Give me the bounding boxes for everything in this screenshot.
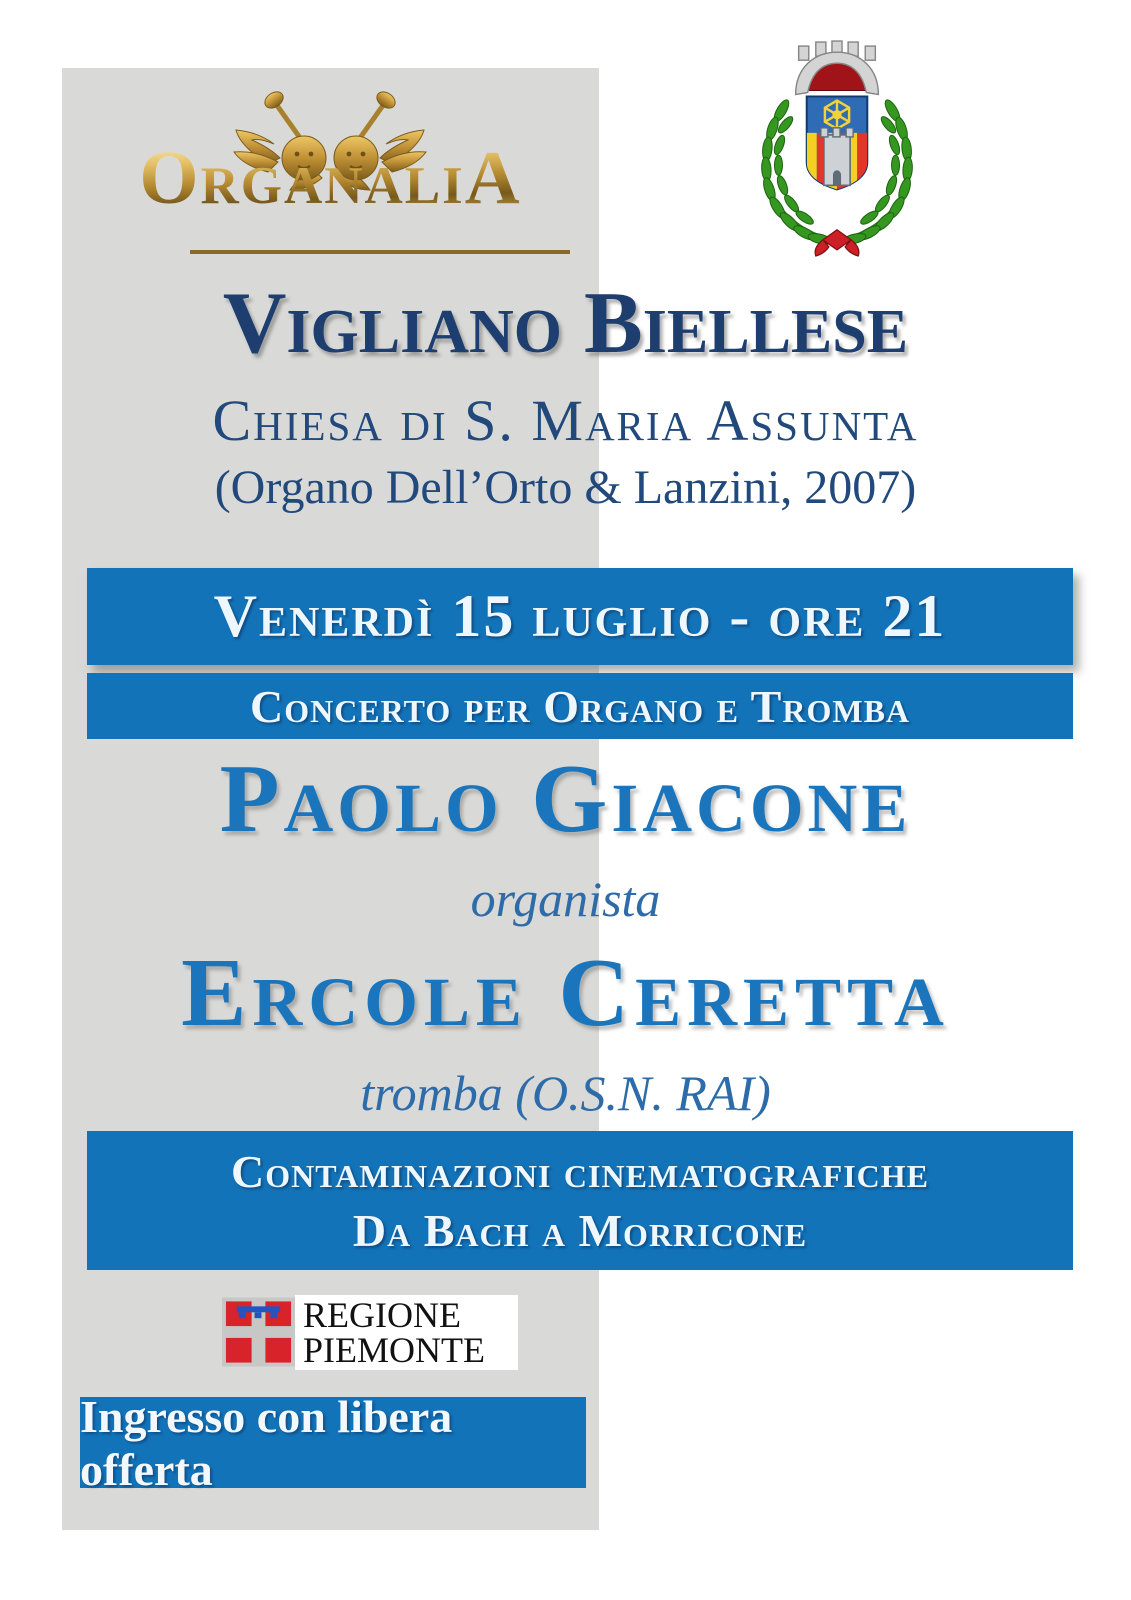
sponsor-textbox — [295, 1295, 518, 1370]
organalia-wordmark: OrganaliA — [62, 140, 599, 216]
organalia-logo — [62, 78, 599, 263]
genre-banner-label: Concerto per Organo e Tromba — [249, 680, 911, 732]
piemonte-cross-shield-icon — [222, 1297, 295, 1367]
performer-role-trumpeter: tromba (O.S.N. RAI) — [360, 1065, 771, 1121]
admission-banner — [80, 1390, 586, 1495]
sponsor-regione-piemonte — [222, 1295, 518, 1370]
organ-note: (Organo Dell’Orto & Lanzini, 2007) — [214, 461, 917, 514]
page-title: Vigliano Biellese — [222, 275, 909, 372]
date-banner-label: Venerdì 15 luglio - ore 21 — [213, 583, 947, 649]
performer-role-organist: organista — [470, 871, 661, 927]
venue-line: Chiesa di S. Maria Assunta — [212, 388, 919, 453]
sponsor-line1: REGIONE — [303, 1294, 461, 1335]
performer-name-organist: Paolo Giacone — [219, 745, 912, 853]
genre-banner — [87, 673, 1073, 739]
logo-underline — [190, 250, 570, 254]
program-banner-line1: Contaminazioni cinematografiche — [231, 1145, 929, 1197]
sponsor-line2: PIEMONTE — [303, 1329, 485, 1370]
program-banner — [87, 1131, 1073, 1270]
vigliano-biellese-coat-of-arms-icon — [748, 36, 926, 258]
admission-banner-label: Ingresso con libera offerta — [80, 1390, 453, 1495]
program-banner-line2: Da Bach a Morricone — [352, 1204, 808, 1256]
performer-name-trumpeter: Ercole Ceretta — [181, 939, 950, 1047]
date-banner — [87, 568, 1073, 665]
